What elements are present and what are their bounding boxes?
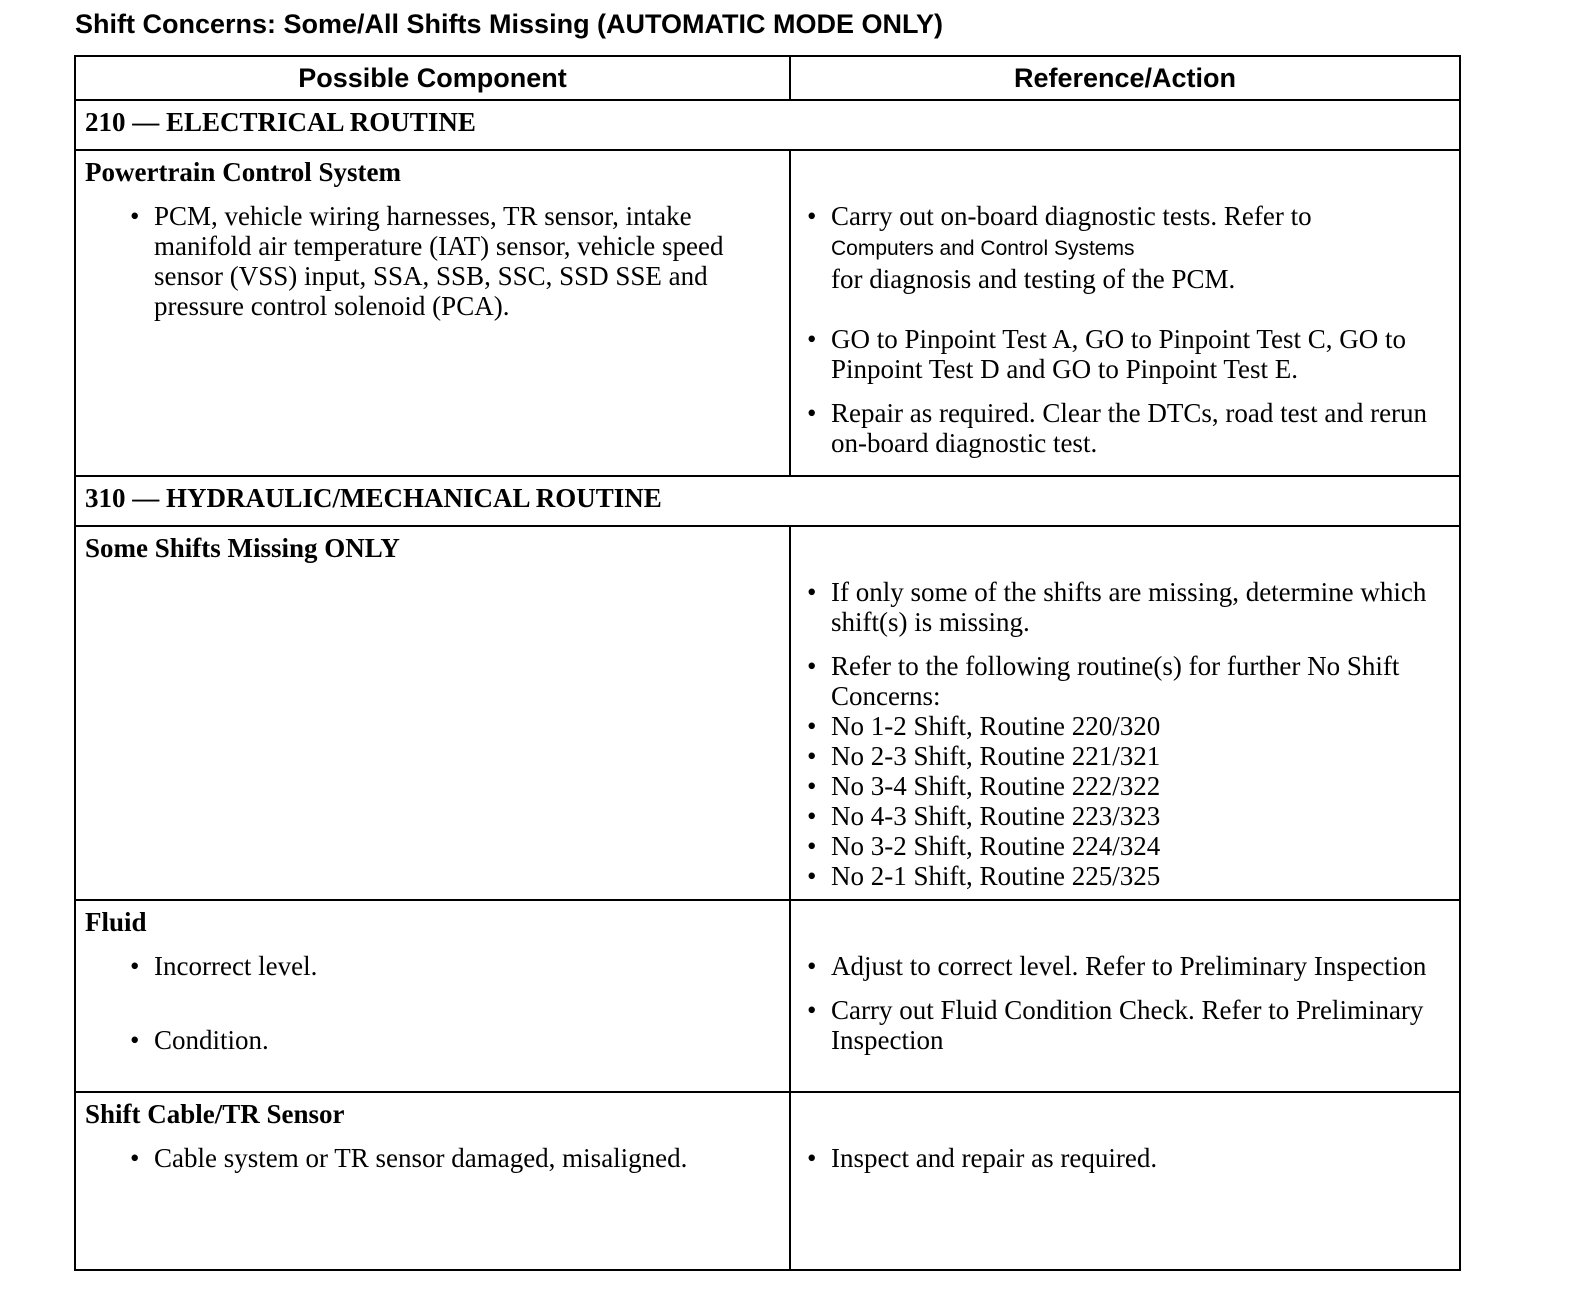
list-item: • PCM, vehicle wiring harnesses, TR sensor, intake manifold air temperature (IAT) sensor, vehicle speed sensor (VSS) input, SSA, SSB, SSC, SSD SSE and pressure control solenoid (PCA). xyxy=(114,201,769,321)
action-text: for diagnosis and testing of the PCM. xyxy=(831,264,1236,294)
action-list xyxy=(791,951,1439,1055)
list-item: • No 1-2 Shift, Routine 220/320 xyxy=(791,711,1439,741)
component-list xyxy=(114,1143,769,1173)
list-item: • Inspect and repair as required. xyxy=(791,1143,1439,1173)
action-list xyxy=(791,1143,1439,1173)
list-item: • No 2-1 Shift, Routine 225/325 xyxy=(791,861,1439,891)
column-header-possible-component: Possible Component xyxy=(75,56,790,100)
section-row xyxy=(75,476,1460,526)
list-item: • Cable system or TR sensor damaged, misaligned. xyxy=(114,1143,769,1173)
component-cell xyxy=(75,900,790,1092)
list-item xyxy=(791,201,1439,294)
component-cell xyxy=(75,1092,790,1270)
diagnostic-table xyxy=(74,55,1461,1271)
action-list xyxy=(791,577,1439,891)
list-item: • No 3-2 Shift, Routine 224/324 xyxy=(791,831,1439,861)
section-row xyxy=(75,100,1460,150)
table-row xyxy=(75,1092,1460,1270)
list-item: • No 2-3 Shift, Routine 221/321 xyxy=(791,741,1439,771)
component-list xyxy=(114,951,769,1055)
table-row xyxy=(75,526,1460,900)
table-row xyxy=(75,150,1460,476)
action-cell xyxy=(790,150,1460,476)
list-item: • No 3-4 Shift, Routine 222/322 xyxy=(791,771,1439,801)
action-cell xyxy=(790,1092,1460,1270)
list-item: • Refer to the following routine(s) for further No Shift Concerns: xyxy=(791,651,1439,711)
list-item: • Incorrect level. xyxy=(114,951,769,981)
component-list xyxy=(114,201,769,321)
component-cell xyxy=(75,526,790,900)
section-label-210: 210 — ELECTRICAL ROUTINE xyxy=(75,100,1460,150)
list-item: • Carry out Fluid Condition Check. Refer to Preliminary Inspection xyxy=(791,995,1439,1055)
reference-link: Computers and Control Systems xyxy=(831,237,1135,260)
list-item: • If only some of the shifts are missing, determine which shift(s) is missing. xyxy=(791,577,1439,637)
action-text: Carry out on-board diagnostic tests. Refer to xyxy=(831,201,1312,231)
section-label-310: 310 — HYDRAULIC/MECHANICAL ROUTINE xyxy=(75,476,1460,526)
group-name: Some Shifts Missing ONLY xyxy=(85,533,400,563)
component-cell xyxy=(75,150,790,476)
header-row xyxy=(75,56,1460,100)
page-title: Shift Concerns: Some/All Shifts Missing (AUTOMATIC MODE ONLY) xyxy=(75,9,944,39)
group-name: Powertrain Control System xyxy=(85,157,401,187)
column-header-reference-action: Reference/Action xyxy=(790,56,1460,100)
list-item: • Repair as required. Clear the DTCs, road test and rerun on-board diagnostic test. xyxy=(791,398,1439,458)
list-item: • Condition. xyxy=(114,1025,769,1055)
group-name: Fluid xyxy=(85,907,147,937)
group-name: Shift Cable/TR Sensor xyxy=(85,1099,345,1129)
table-row xyxy=(75,900,1460,1092)
action-cell xyxy=(790,526,1460,900)
list-item: • Adjust to correct level. Refer to Preliminary Inspection xyxy=(791,951,1439,981)
list-item: • No 4-3 Shift, Routine 223/323 xyxy=(791,801,1439,831)
action-list xyxy=(791,201,1439,458)
action-cell xyxy=(790,900,1460,1092)
list-item: • GO to Pinpoint Test A, GO to Pinpoint Test C, GO to Pinpoint Test D and GO to Pinpoint Test E. xyxy=(791,324,1439,384)
